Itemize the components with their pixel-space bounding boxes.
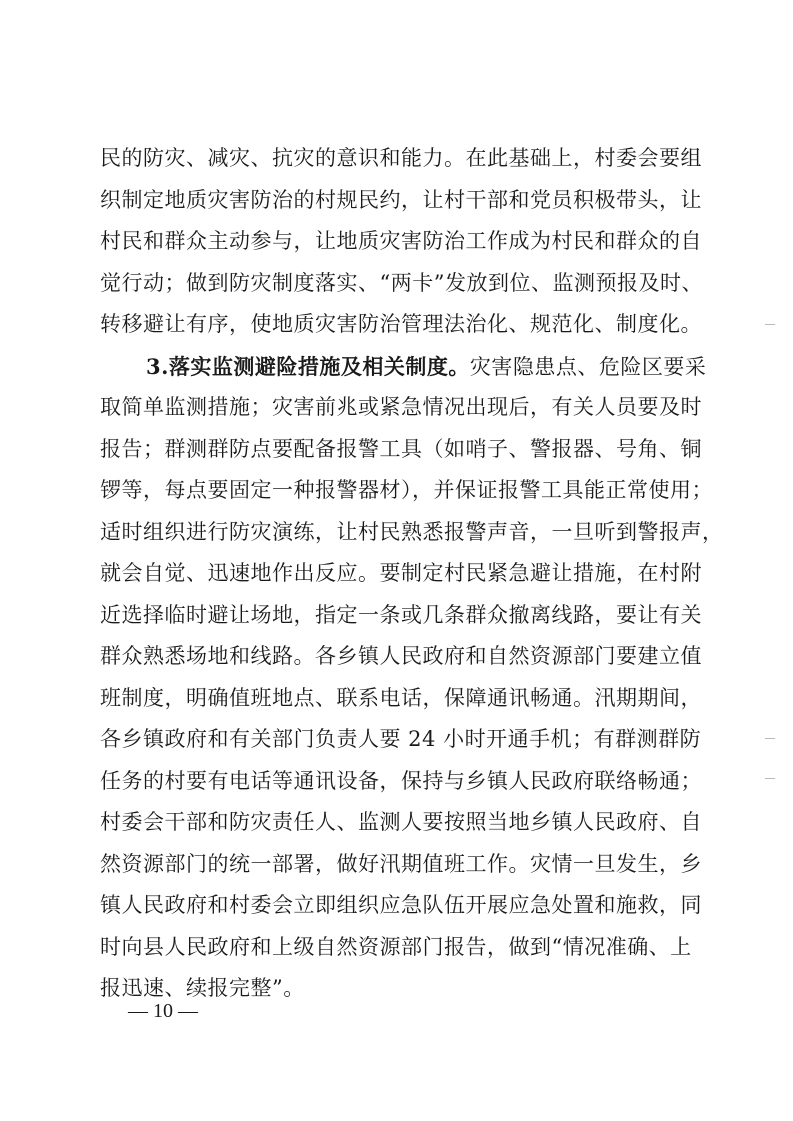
text-line: 报告；群测群防点要配备报警工具（如哨子、警报器、号角、铜 bbox=[100, 436, 702, 461]
text-line: 取简单监测措施；灾害前兆或紧急情况出现后，有关人员要及时 bbox=[100, 395, 702, 419]
page-number: — 10 — bbox=[128, 1000, 198, 1022]
text-line: 然资源部门的统一部署，做好汛期值班工作。灾情一旦发生，乡 bbox=[100, 851, 702, 876]
margin-mark bbox=[765, 738, 775, 739]
text-line: 村民和群众主动参与，让地质灾害防治工作成为村民和群众的自 bbox=[100, 229, 702, 253]
text-line: 转移避让有序，使地质灾害防治管理法治化、规范化、制度化。 bbox=[100, 312, 702, 336]
text-line: 镇人民政府和村委会立即组织应急队伍开展应急处置和施救，同 bbox=[100, 893, 702, 917]
text-line: 报迅速、续报完整”。 bbox=[100, 976, 305, 1000]
section-3-heading: 3.落实监测避险措施及相关制度。 bbox=[146, 353, 470, 379]
body-text bbox=[100, 138, 724, 1010]
text-line: 村委会干部和防灾责任人、监测人要按照当地乡镇人民政府、自 bbox=[100, 810, 702, 834]
section-3-first-line-text: 灾害隐患点、危险区要采 bbox=[469, 354, 707, 379]
margin-mark bbox=[765, 324, 775, 325]
text-line: 民的防灾、减灾、抗灾的意识和能力。在此基础上，村委会要组 bbox=[100, 146, 702, 170]
text-line: 群众熟悉场地和线路。各乡镇人民政府和自然资源部门要建立值 bbox=[100, 644, 702, 668]
text-line: 适时组织进行防灾演练，让村民熟悉报警声音，一旦听到警报声， bbox=[100, 519, 724, 544]
text-line: 各乡镇政府和有关部门负责人要 24 小时开通手机；有群测群防 bbox=[100, 727, 702, 751]
text-line: 就会自觉、迅速地作出反应。要制定村民紧急避让措施，在村附 bbox=[100, 561, 702, 585]
section-3-first-line bbox=[100, 346, 707, 388]
margin-mark bbox=[765, 778, 775, 779]
text-line: 锣等，每点要固定一种报警器材），并保证报警工具能正常使用； bbox=[100, 478, 713, 502]
text-line: 任务的村要有电话等通讯设备，保持与乡镇人民政府联络畅通； bbox=[100, 768, 702, 793]
text-line: 时向县人民政府和上级自然资源部门报告，做到“情况准确、上 bbox=[100, 934, 692, 959]
text-line: 班制度，明确值班地点、联系电话，保障通讯畅通。汛期期间， bbox=[100, 685, 702, 710]
text-line: 近选择临时避让场地，指定一条或几条群众撤离线路，要让有关 bbox=[100, 602, 702, 627]
text-line: 觉行动；做到防灾制度落实、“两卡”发放到位、监测预报及时、 bbox=[100, 270, 703, 295]
text-line: 织制定地质灾害防治的村规民约，让村干部和党员积极带头，让 bbox=[100, 187, 702, 212]
